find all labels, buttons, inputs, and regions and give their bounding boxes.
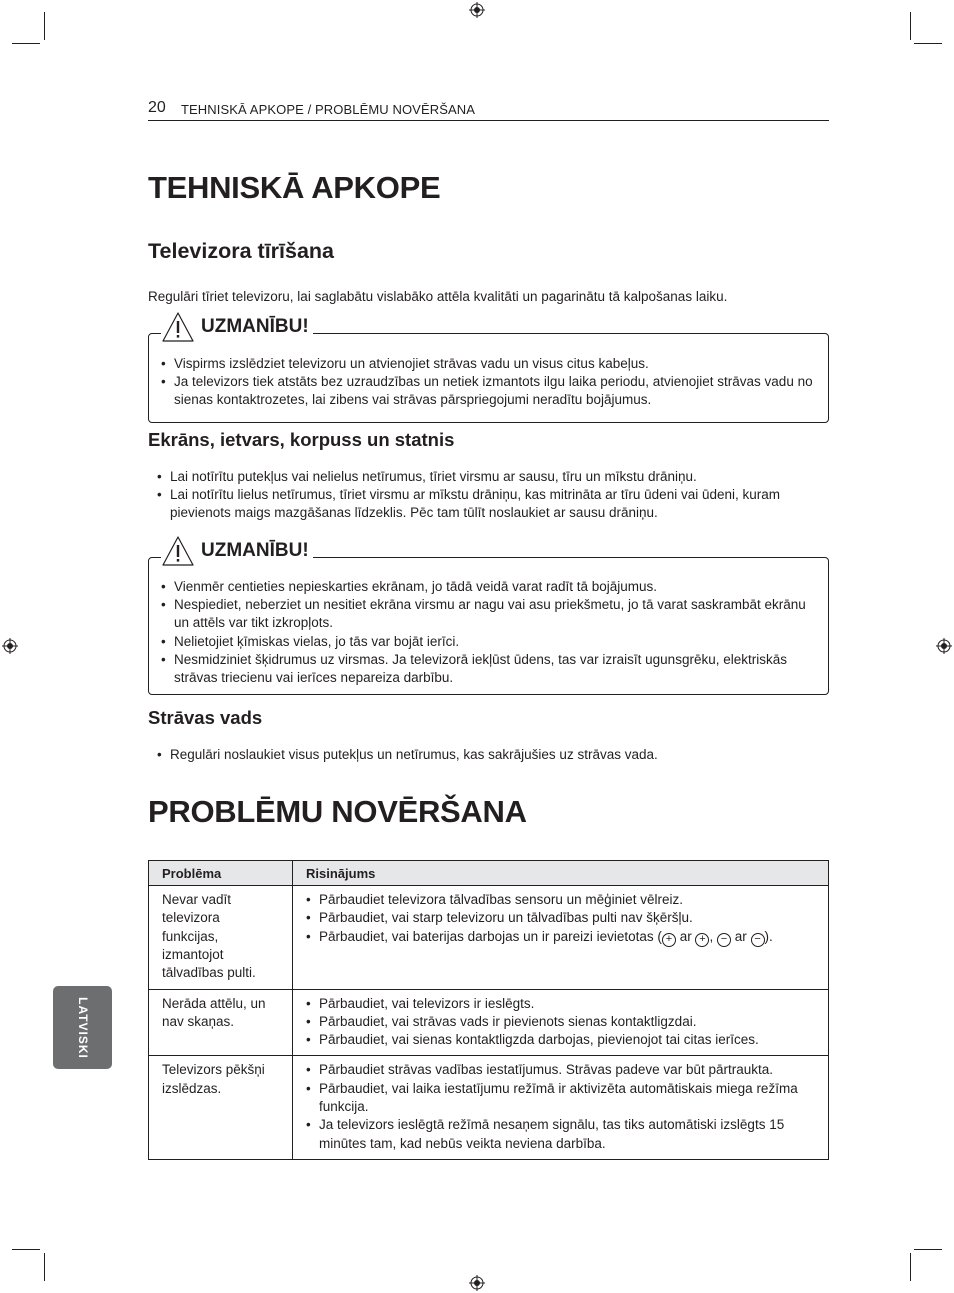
troubleshooting-table [148,860,829,1160]
list-item: • Ja televizors ieslēgtā režīmā nesaņem signālu, tas tiks automātiski izslēgts 15 minūtes tam, kad nebūs veikta neviena darbība. [306,1116,815,1153]
crop-mark [44,12,45,40]
table-row [149,886,829,990]
plus-circle-icon: + [662,933,676,947]
cleaning-heading: Televizora tīrīšana [148,239,335,263]
list-item: • Pārbaudiet televizora tālvadības sensoru un mēģiniet vēlreiz. [306,891,815,909]
maintenance-title: TEHNISKĀ APKOPE [148,170,441,205]
list-item: • Pārbaudiet strāvas vadības iestatījumus. Strāvas padeve var būt pārtraukta. [306,1061,815,1079]
caution-header [161,310,313,344]
crop-mark [914,1249,942,1250]
problem-cell: Televizors pēkšņi izslēdzas. [149,1056,293,1159]
caution-label: UZMANĪBU! [201,316,309,337]
table-row [149,1056,829,1159]
language-label: LATVISKI [75,996,90,1059]
crop-mark [12,1249,40,1250]
list-item: • Pārbaudiet, vai starp televizoru un tālvadības pulti nav šķēršļu. [306,909,815,927]
crop-mark [12,43,40,44]
column-header-solution: Risinājums [293,861,829,886]
registration-mark-icon [936,638,952,654]
page-number: 20 [148,99,166,116]
table-row [149,989,829,1056]
column-header-problem: Problēma [149,861,293,886]
warning-icon [161,311,195,343]
running-title: TEHNISKĀ APKOPE / PROBLĒMU NOVĒRŠANA [181,102,476,117]
list-item: • Pārbaudiet, vai televizors ir ieslēgts. [306,995,815,1013]
problem-cell: Nevar vadīt televizora funkcijas, izmantojot tālvadības pulti. [149,886,293,990]
list-item: • Pārbaudiet, vai baterijas darbojas un ir pareizi ievietotas ( + ar + , − ar − ). [306,928,815,947]
registration-mark-icon [2,638,18,654]
language-side-tab [53,986,112,1069]
minus-circle-icon: − [717,933,731,947]
registration-mark-icon [469,2,485,18]
table-header-row [149,861,829,886]
caution-box [148,316,829,423]
caution-box [148,540,829,695]
solution-cell [293,886,829,990]
caution-label: UZMANĪBU! [201,540,309,561]
list-item: • Nesmidziniet šķidrumus uz virsmas. Ja televizorā iekļūst ūdens, tas var izraisīt ugunsgrēku, elektriskās strāvas triecienu vai ierīces nepareiza darbību. [161,651,816,687]
list-item: • Vispirms izslēdziet televizoru un atvienojiet strāvas vadu un visus citus kabeļus. [161,355,816,373]
troubleshooting-title: PROBLĒMU NOVĒRŠANA [148,794,527,829]
list-item: • Regulāri noslaukiet visus putekļus un netīrumus, kas sakrājušies uz strāvas vada. [157,746,825,764]
crop-mark [910,1253,911,1281]
screen-heading: Ekrāns, ietvars, korpuss un statnis [148,429,455,450]
solution-cell [293,989,829,1056]
list-item: • Nespiediet, neberziet un nesitiet ekrāna virsmu ar nagu vai asu priekšmetu, jo tā varat saskrambāt ekrānu un attēls var tikt izkropļots. [161,596,816,632]
list-item: • Lai notīrītu lielus netīrumus, tīriet virsmu ar mīkstu drāniņu, kas mitrināta ar tīru ūdeni vai ūdeni, kuram pievienots maigs mazgāšanas līdzeklis. Pēc tam tūlīt noslaukiet ar sausu drāniņu. [157,486,825,522]
problem-cell: Nerāda attēlu, un nav skaņas. [149,989,293,1056]
caution-list [161,355,816,410]
list-item: • Vienmēr centieties nepieskarties ekrānam, jo tādā veidā varat radīt tā bojājumus. [161,578,816,596]
list-item: • Pārbaudiet, vai strāvas vads ir pievienots sienas kontaktligzdai. [306,1013,815,1031]
caution-header [161,534,313,568]
plus-circle-icon: + [695,933,709,947]
solution-cell [293,1056,829,1159]
list-item: • Nelietojiet ķīmiskas vielas, jo tās var bojāt ierīci. [161,633,816,651]
minus-circle-icon: − [751,933,765,947]
list-item: • Pārbaudiet, vai laika iestatījumu režīmā ir aktivizēta automātiskais miega režīma funkcija. [306,1080,815,1117]
crop-mark [44,1253,45,1281]
page-header [148,99,829,121]
cleaning-intro: Regulāri tīriet televizoru, lai saglabātu vislabāko attēla kvalitāti un pagarinātu tā kalpošanas laiku. [148,289,728,304]
registration-mark-icon [469,1275,485,1291]
power-cord-list [157,746,825,764]
list-item: • Ja televizors tiek atstāts bez uzraudzības un netiek izmantots ilgu laika periodu, atvienojiet strāvas vadu no sienas kontaktrozetes, lai zibens vai strāvas pārspriegojumi neradītu bojājumus. [161,373,816,409]
crop-mark [910,12,911,40]
screen-list [157,468,825,523]
caution-list [161,578,816,687]
power-cord-heading: Strāvas vads [148,707,263,728]
list-item: • Pārbaudiet, vai sienas kontaktligzda darbojas, pievienojot tai citas ierīces. [306,1031,815,1049]
crop-mark [914,43,942,44]
list-item: • Lai notīrītu putekļus vai nelielus netīrumus, tīriet virsmu ar sausu, tīru un mīkstu drāniņu. [157,468,825,486]
warning-icon [161,535,195,567]
